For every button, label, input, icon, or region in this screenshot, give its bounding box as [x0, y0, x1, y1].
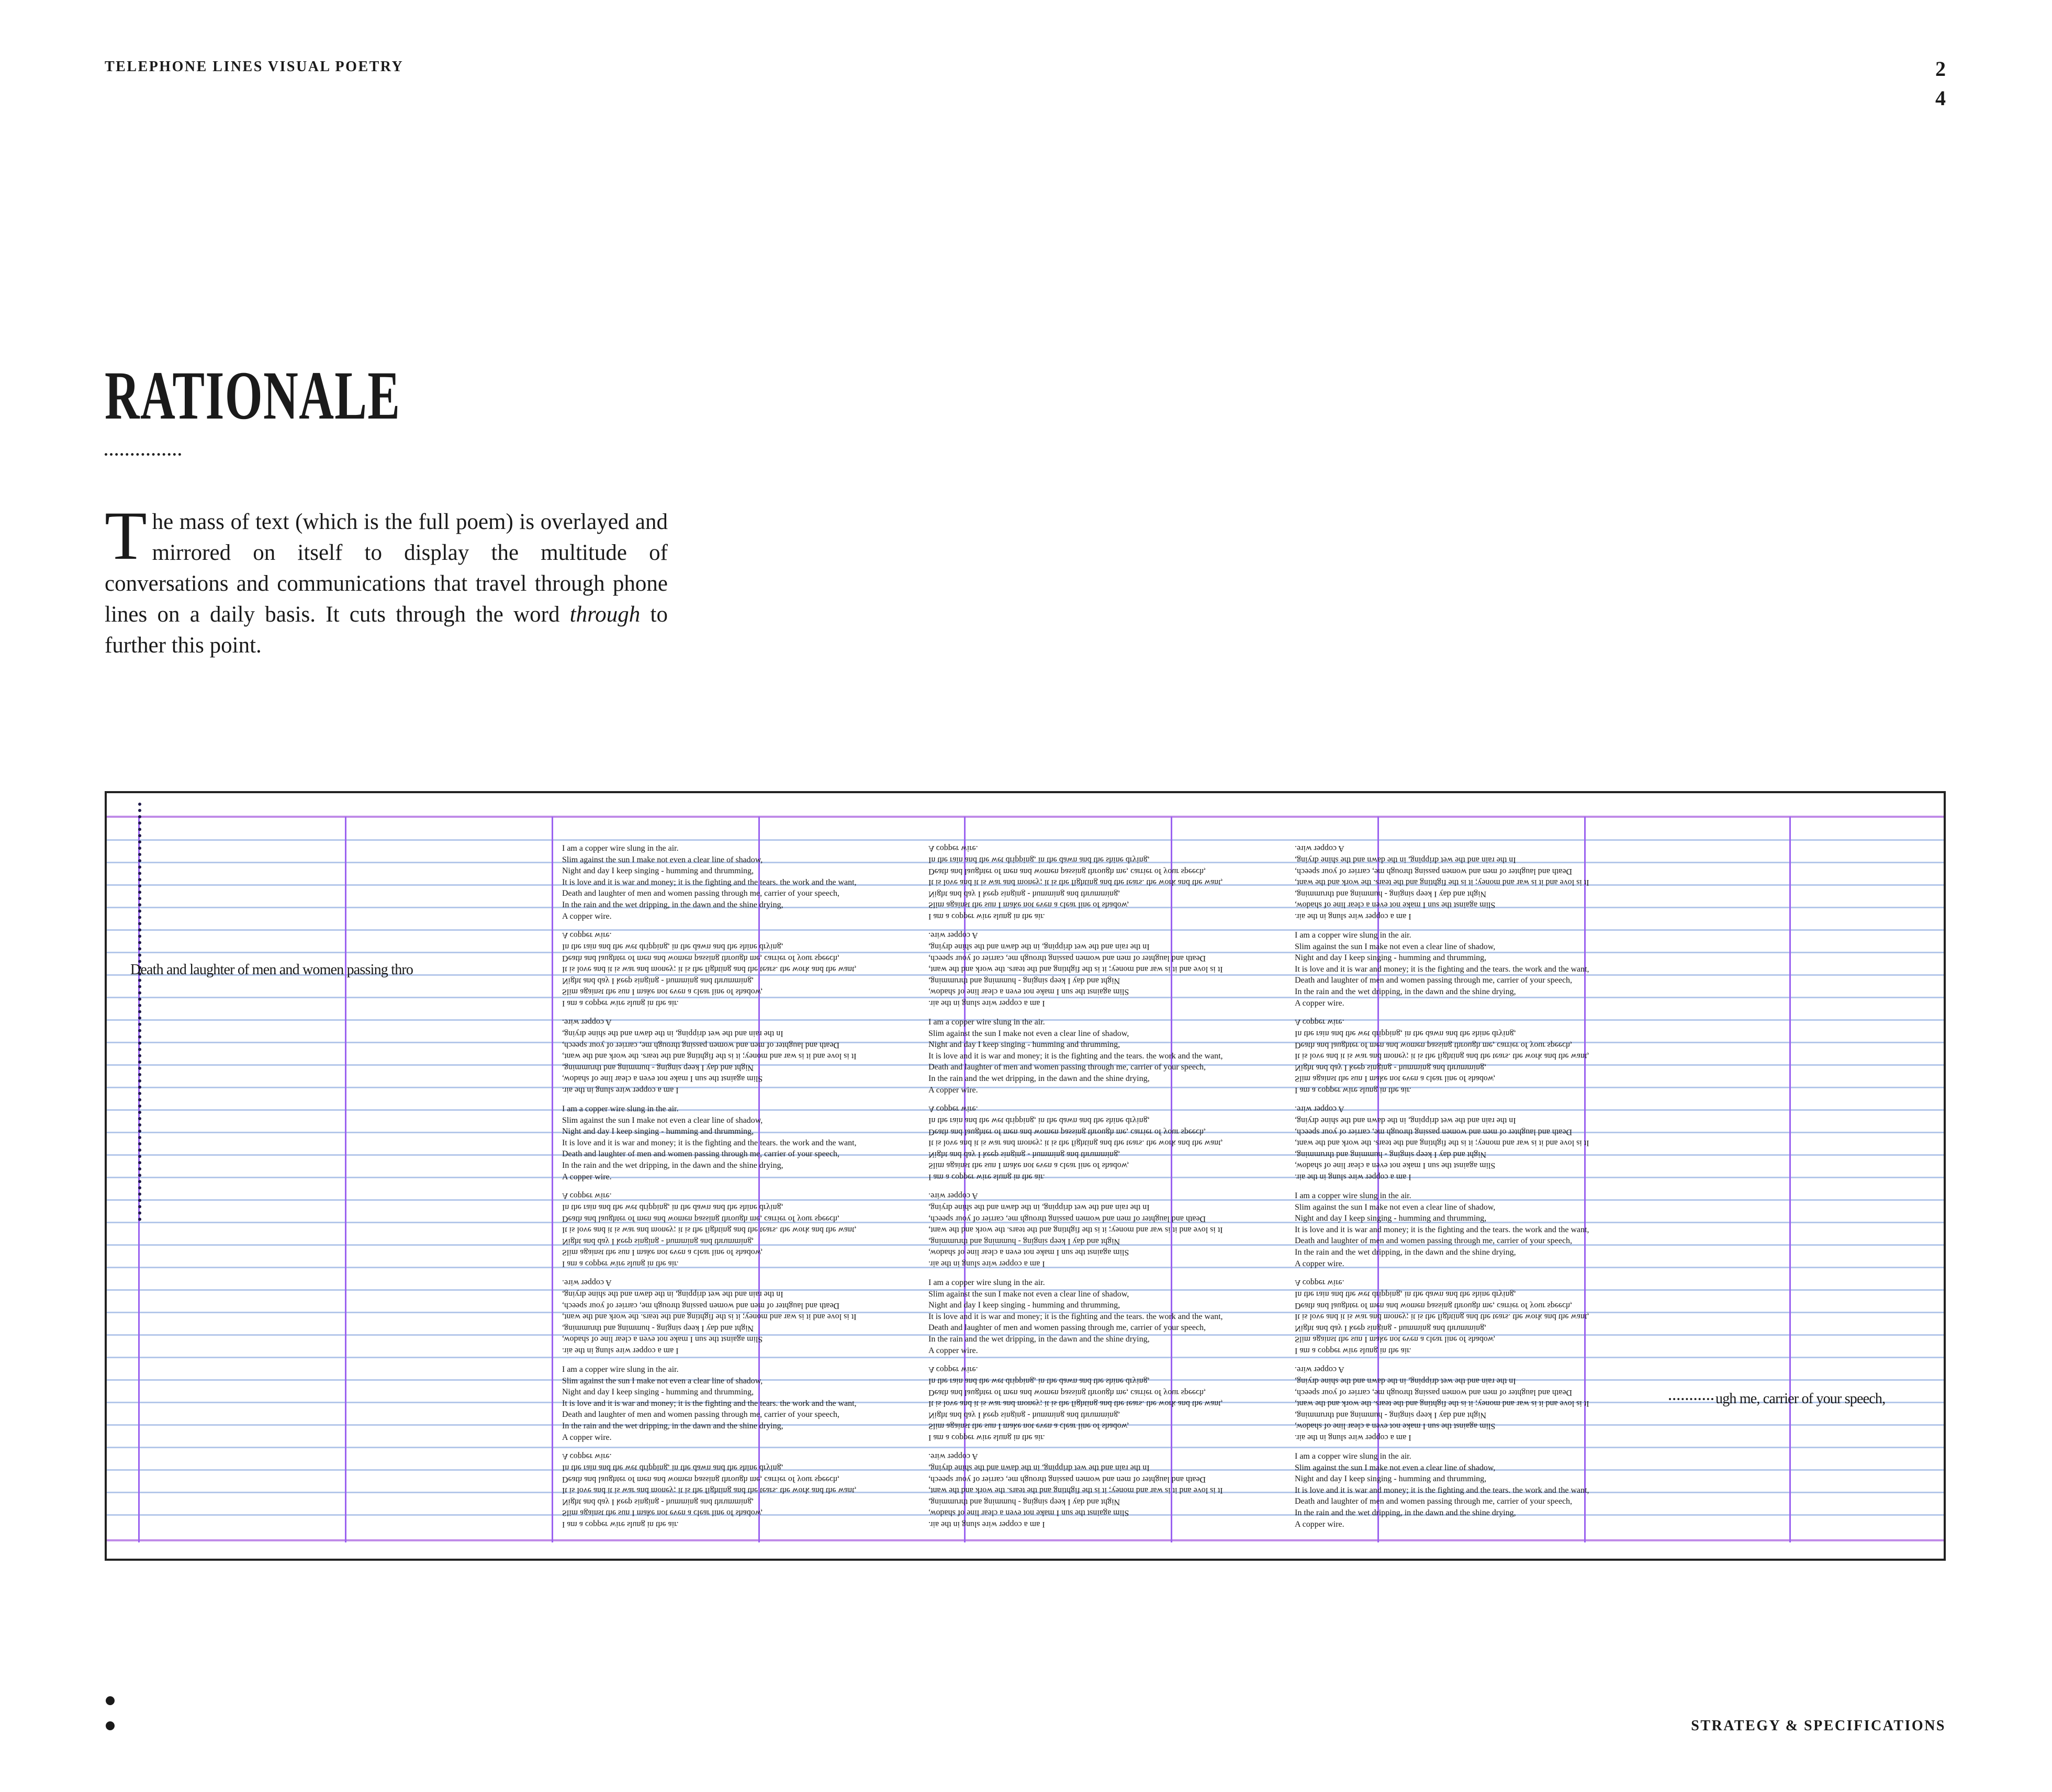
poem-stanza — [562, 1103, 897, 1182]
poem-line: Night and day I keep singing - humming and thrumming, — [1295, 1323, 1487, 1333]
poem-line: I am a copper wire slung in the air. — [1295, 1173, 1411, 1182]
poem-line: I am a copper wire slung in the air. — [928, 1173, 1045, 1182]
poem-line: A copper wire. — [562, 931, 612, 940]
poem-line: I am a copper wire slung in the air. — [562, 999, 679, 1008]
poem-line: Slim against the sun I make not even a clear line of shadow, — [928, 987, 1129, 997]
poem-stanza — [562, 1364, 897, 1443]
poem-line: Slim against the sun I make not even a clear line of shadow, — [1295, 1161, 1496, 1170]
section-heading: RATIONALE — [105, 357, 401, 434]
poem-line: Death and laughter of men and women passing through me, carrier of your speech, — [562, 1040, 840, 1050]
poem-line: Slim against the sun I make not even a clear line of shadow, — [562, 855, 763, 864]
section-footer-label: STRATEGY & SPECIFICATIONS — [1691, 1718, 1946, 1734]
poem-line: A copper wire. — [1295, 1519, 1344, 1529]
poem-line: Death and laughter of men and women passing through me, carrier of your speech, — [928, 1127, 1206, 1136]
column-guide — [552, 817, 553, 1542]
poem-line: It is love and it is war and money; it is the fighting and the tears. the work and the want, — [928, 1312, 1223, 1321]
poem-line: Slim against the sun I make not even a clear line of shadow, — [1295, 1335, 1496, 1344]
baseline-rule — [107, 1357, 1944, 1358]
poem-line: It is love and it is war and money; it is the fighting and the tears. the work and the want, — [928, 1486, 1223, 1495]
poem-line: Night and day I keep singing - humming and thrumming, — [928, 889, 1120, 898]
poem-line: I am a copper wire slung in the air. — [562, 844, 679, 853]
poem-stanza — [1295, 1103, 1630, 1182]
poem-line: Slim against the sun I make not even a clear line of shadow, — [928, 1422, 1129, 1431]
poem-line: A copper wire. — [562, 911, 612, 921]
poem-stanza — [928, 1451, 1263, 1530]
poem-line: I am a copper wire slung in the air. — [562, 1259, 679, 1269]
poem-line: Night and day I keep singing - humming and thrumming, — [1295, 889, 1487, 898]
column-guide — [345, 817, 346, 1542]
poem-line: I am a copper wire slung in the air. — [1295, 1346, 1411, 1356]
poem-line: I am a copper wire slung in the air. — [562, 1104, 679, 1113]
poem-line: It is love and it is war and money; it is the fighting and the tears. the work and the want, — [1295, 964, 1589, 974]
poem-line: It is love and it is war and money; it is the fighting and the tears. the work and the want, — [562, 1225, 857, 1235]
poem-line: It is love and it is war and money; it is the fighting and the tears. the work and the want, — [1295, 1485, 1589, 1495]
poem-line: Night and day I keep singing - humming and thrumming, — [1295, 1474, 1487, 1484]
poem-stanza — [928, 1103, 1263, 1182]
poem-line: Death and laughter of men and women passing through me, carrier of your speech, — [1295, 1127, 1573, 1136]
dotted-divider — [105, 453, 181, 456]
poem-line: Night and day I keep singing - humming and thrumming, — [562, 1388, 754, 1397]
poem-line: In the rain and the wet dripping, in the dawn and the shine drying, — [928, 1074, 1150, 1083]
poem-line: It is love and it is war and money; it is the fighting and the tears. the work and the want, — [562, 1486, 857, 1495]
poem-line: It is love and it is war and money; it is the fighting and the tears. the work and the want, — [928, 1139, 1223, 1148]
poem-line: In the rain and the wet dripping, in the dawn and the shine drying, — [1295, 1290, 1516, 1299]
poem-stanza — [562, 1017, 897, 1096]
poem-line: Night and day I keep singing - humming and thrumming, — [1295, 1410, 1487, 1419]
poem-line: Night and day I keep singing - humming and thrumming, — [928, 1410, 1120, 1419]
poem-line: A copper wire. — [928, 1365, 978, 1374]
poem-line: Night and day I keep singing - humming and thrumming, — [562, 1236, 754, 1246]
poem-line: A copper wire. — [1295, 1104, 1344, 1114]
poem-line: Death and laughter of men and women passing through me, carrier of your speech, — [562, 953, 840, 963]
poem-line: Slim against the sun I make not even a clear line of shadow, — [1295, 1422, 1496, 1431]
poem-line: Death and laughter of men and women passing through me, carrier of your speech, — [1295, 1301, 1573, 1310]
poem-stanza — [562, 1190, 897, 1269]
poem-overlay-right — [1669, 1391, 1885, 1407]
poem-line: Slim against the sun I make not even a clear line of shadow, — [1295, 900, 1496, 910]
poem-line: Death and laughter of men and women passing through me, carrier of your speech, — [1295, 1388, 1573, 1397]
poem-line: Death and laughter of men and women passing through me, carrier of your speech, — [928, 1214, 1206, 1223]
poem-line: I am a copper wire slung in the air. — [562, 1520, 679, 1529]
poem-line: Death and laughter of men and women passing through me, carrier of your speech, — [562, 889, 840, 898]
poem-line: A copper wire. — [928, 1104, 978, 1114]
poem-line: Slim against the sun I make not even a clear line of shadow, — [928, 1161, 1129, 1170]
poem-line: In the rain and the wet dripping, in the dawn and the shine drying, — [928, 1203, 1150, 1212]
poem-stanza — [1295, 1017, 1630, 1096]
poem-line: I am a copper wire slung in the air. — [562, 1346, 679, 1356]
poem-stanza — [1295, 1364, 1630, 1443]
poem-line: In the rain and the wet dripping, in the dawn and the shine drying, — [1295, 855, 1516, 865]
poem-line: Death and laughter of men and women passing through me, carrier of your speech, — [928, 1323, 1206, 1333]
paragraph-emphasis: through — [569, 602, 641, 627]
poem-line: Night and day I keep singing - humming and thrumming, — [562, 866, 754, 876]
poem-stanza — [1295, 930, 1630, 1009]
poem-stanza — [562, 843, 897, 922]
paragraph-text-end: to further this point. — [105, 602, 668, 658]
baseline-rule — [107, 1447, 1944, 1448]
poem-line: A copper wire. — [1295, 1259, 1344, 1268]
poem-line: I am a copper wire slung in the air. — [928, 1259, 1045, 1269]
poem-line: A copper wire. — [928, 844, 978, 853]
poem-line: In the rain and the wet dripping, in the dawn and the shine drying, — [928, 1334, 1150, 1344]
bullet-dot — [106, 1721, 115, 1730]
poem-line: In the rain and the wet dripping, in the dawn and the shine drying, — [562, 1160, 783, 1170]
poem-line: A copper wire. — [562, 1018, 612, 1027]
poem-line: I am a copper wire slung in the air. — [928, 912, 1045, 921]
poem-line: It is love and it is war and money; it is the fighting and the tears. the work and the want, — [562, 1138, 857, 1147]
poem-line: Slim against the sun I make not even a clear line of shadow, — [928, 1248, 1129, 1257]
poem-line: In the rain and the wet dripping, in the dawn and the shine drying, — [562, 1029, 783, 1039]
poem-line: It is love and it is war and money; it is the fighting and the tears. the work and the want, — [1295, 878, 1589, 887]
poem-line: In the rain and the wet dripping, in the dawn and the shine drying, — [562, 942, 783, 952]
poem-line: It is love and it is war and money; it is the fighting and the tears. the work and the want, — [1295, 1052, 1589, 1061]
poem-line: I am a copper wire slung in the air. — [928, 1278, 1045, 1287]
poem-stanza — [928, 1190, 1263, 1269]
poem-line: Slim against the sun I make not even a clear line of shadow, — [562, 987, 763, 997]
poem-stanza — [1295, 1190, 1630, 1269]
dotted-leader — [1669, 1398, 1713, 1400]
bottom-margin-guide — [107, 1539, 1944, 1541]
poem-line: A copper wire. — [562, 1433, 612, 1442]
poem-line: In the rain and the wet dripping, in the dawn and the shine drying, — [928, 1116, 1150, 1125]
poem-line: Slim against the sun I make not even a clear line of shadow, — [562, 1074, 763, 1084]
poem-line: Slim against the sun I make not even a clear line of shadow, — [928, 1289, 1129, 1299]
poem-line: I am a copper wire slung in the air. — [562, 1365, 679, 1374]
poem-line: It is love and it is war and money; it is the fighting and the tears. the work and the want, — [928, 1225, 1223, 1235]
poem-overlay-right-text: ugh me, carrier of your speech, — [1715, 1391, 1886, 1407]
poem-line: Slim against the sun I make not even a clear line of shadow, — [1295, 1074, 1496, 1084]
poem-line: Slim against the sun I make not even a clear line of shadow, — [1295, 1202, 1496, 1212]
poem-line: A copper wire. — [928, 1452, 978, 1461]
poem-line: Slim against the sun I make not even a clear line of shadow, — [562, 1248, 763, 1257]
poem-line: Slim against the sun I make not even a clear line of shadow, — [562, 1335, 763, 1344]
poem-line: Night and day I keep singing - humming and thrumming, — [928, 1497, 1120, 1506]
poem-line: A copper wire. — [562, 1191, 612, 1201]
poem-stanza — [562, 930, 897, 1009]
poem-overlay-left: Death and laughter of men and women passing thro — [130, 962, 413, 978]
poem-line: A copper wire. — [1295, 998, 1344, 1008]
poem-line: A copper wire. — [562, 1172, 612, 1181]
poem-line: I am a copper wire slung in the air. — [562, 1086, 679, 1095]
poem-line: In the rain and the wet dripping, in the dawn and the shine drying, — [562, 1463, 783, 1473]
poem-line: Death and laughter of men and women passing through me, carrier of your speech, — [1295, 976, 1573, 985]
poem-stanza — [562, 1277, 897, 1356]
poem-line: In the rain and the wet dripping, in the dawn and the shine drying, — [562, 1203, 783, 1212]
poem-line: Night and day I keep singing - humming and thrumming, — [562, 1497, 754, 1506]
poem-line: Death and laughter of men and women passing through me, carrier of your speech, — [562, 1301, 840, 1310]
poem-line: I am a copper wire slung in the air. — [1295, 1191, 1411, 1200]
poem-line: A copper wire. — [928, 931, 978, 940]
poem-line: Night and day I keep singing - humming and thrumming, — [928, 976, 1120, 985]
poem-line: It is love and it is war and money; it is the fighting and the tears. the work and the want, — [928, 1399, 1223, 1408]
poem-line: I am a copper wire slung in the air. — [1295, 1452, 1411, 1461]
document-title: TELEPHONE LINES VISUAL POETRY — [105, 59, 404, 75]
poem-stanza — [928, 843, 1263, 922]
poem-line: In the rain and the wet dripping, in the dawn and the shine drying, — [1295, 1029, 1516, 1039]
poem-line: It is love and it is war and money; it is the fighting and the tears. the work and the want, — [562, 1399, 857, 1408]
poem-line: It is love and it is war and money; it is the fighting and the tears. the work and the want, — [928, 1051, 1223, 1061]
poem-line: Slim against the sun I make not even a clear line of shadow, — [562, 1115, 763, 1125]
poem-line: Slim against the sun I make not even a clear line of shadow, — [928, 900, 1129, 910]
poem-line: In the rain and the wet dripping, in the dawn and the shine drying, — [562, 1421, 783, 1430]
poem-line: In the rain and the wet dripping, in the dawn and the shine drying, — [562, 1290, 783, 1299]
poem-line: Night and day I keep singing - humming and thrumming, — [928, 1149, 1120, 1159]
poem-line: A copper wire. — [928, 1346, 978, 1355]
poem-line: I am a copper wire slung in the air. — [928, 1520, 1045, 1529]
poem-line: A copper wire. — [928, 1085, 978, 1095]
poem-line: Death and laughter of men and women passing through me, carrier of your speech, — [928, 1474, 1206, 1484]
poem-line: Night and day I keep singing - humming and thrumming, — [562, 1323, 754, 1333]
poem-line: In the rain and the wet dripping, in the dawn and the shine drying, — [1295, 1116, 1516, 1125]
poem-line: Night and day I keep singing - humming and thrumming, — [928, 1040, 1120, 1050]
poem-line: In the rain and the wet dripping, in the dawn and the shine drying, — [1295, 987, 1516, 996]
top-margin-guide — [107, 816, 1944, 818]
poem-line: A copper wire. — [562, 1278, 612, 1288]
poem-line: Slim against the sun I make not even a clear line of shadow, — [1295, 1463, 1496, 1472]
page-number-digit: 4 — [1935, 86, 1946, 110]
poem-line: Death and laughter of men and women passing through me, carrier of your speech, — [562, 1474, 840, 1484]
poem-stanza — [562, 1451, 897, 1530]
poem-line: It is love and it is war and money; it is the fighting and the tears. the work and the want, — [1295, 1225, 1589, 1234]
column-guide — [1789, 817, 1791, 1542]
bullet-dot — [106, 1696, 115, 1705]
poem-line: A copper wire. — [1295, 1278, 1344, 1288]
poem-line: Death and laughter of men and women passing through me, carrier of your speech, — [928, 1063, 1206, 1072]
poem-stanza — [928, 1364, 1263, 1443]
poem-line: Death and laughter of men and women passing through me, carrier of your speech, — [1295, 866, 1573, 876]
poem-line: Slim against the sun I make not even a clear line of shadow, — [928, 1029, 1129, 1038]
page-number-digit: 2 — [1935, 57, 1946, 81]
poem-line: A copper wire. — [1295, 1018, 1344, 1027]
poem-line: Night and day I keep singing - humming and thrumming, — [928, 1236, 1120, 1246]
poem-stanza — [1295, 843, 1630, 922]
poem-line: It is love and it is war and money; it is the fighting and the tears. the work and the want, — [562, 1312, 857, 1322]
poem-line: Slim against the sun I make not even a clear line of shadow, — [1295, 942, 1496, 951]
poem-line: I am a copper wire slung in the air. — [928, 999, 1045, 1008]
poem-line: In the rain and the wet dripping, in the dawn and the shine drying, — [1295, 1247, 1516, 1257]
poem-line: Night and day I keep singing - humming and thrumming, — [1295, 1214, 1487, 1223]
poem-line: In the rain and the wet dripping, in the dawn and the shine drying, — [928, 855, 1150, 865]
poem-line: Death and laughter of men and women passing through me, carrier of your speech, — [928, 1388, 1206, 1397]
drop-cap: T — [105, 497, 147, 574]
poem-stanza — [1295, 1451, 1630, 1530]
poem-line: It is love and it is war and money; it is the fighting and the tears. the work and the want, — [1295, 1139, 1589, 1148]
poem-line: In the rain and the wet dripping, in the dawn and the shine drying, — [928, 1377, 1150, 1386]
poem-line: Night and day I keep singing - humming and thrumming, — [928, 1301, 1120, 1310]
poem-line: Night and day I keep singing - humming and thrumming, — [1295, 1149, 1487, 1159]
poem-line: Death and laughter of men and women passing through me, carrier of your speech, — [928, 866, 1206, 876]
poem-line: Death and laughter of men and women passing through me, carrier of your speech, — [562, 1410, 840, 1419]
poem-stanza — [928, 1017, 1263, 1096]
poem-line: Death and laughter of men and women passing through me, carrier of your speech, — [1295, 1497, 1573, 1506]
poem-line: In the rain and the wet dripping, in the dawn and the shine drying, — [1295, 1377, 1516, 1386]
poem-line: It is love and it is war and money; it is the fighting and the tears. the work and the want, — [562, 965, 857, 974]
paragraph-text: he mass of text (which is the full poem) is overlayed and mirrored on itself to display the multitude of conversations and communications that travel through phone lines on a daily basis. It cuts through the word — [105, 510, 668, 627]
poem-line: In the rain and the wet dripping, in the dawn and the shine drying, — [1295, 1508, 1516, 1517]
poem-line: Death and laughter of men and women passing through me, carrier of your speech, — [928, 953, 1206, 963]
poem-line: Slim against the sun I make not even a clear line of shadow, — [562, 1508, 763, 1518]
poem-line: Death and laughter of men and women passing through me, carrier of your speech, — [1295, 1236, 1573, 1246]
poem-line: It is love and it is war and money; it is the fighting and the tears. the work and the want, — [928, 878, 1223, 887]
poem-line: I am a copper wire slung in the air. — [1295, 931, 1411, 940]
poem-stanza — [1295, 1277, 1630, 1356]
poem-line: Night and day I keep singing - humming and thrumming, — [562, 1127, 754, 1136]
poem-line: Slim against the sun I make not even a clear line of shadow, — [562, 1376, 763, 1385]
poem-line: It is love and it is war and money; it is the fighting and the tears. the work and the want, — [928, 965, 1223, 974]
poem-line: A copper wire. — [1295, 1365, 1344, 1374]
rationale-paragraph — [105, 497, 668, 661]
baseline-rule — [107, 839, 1944, 841]
poem-line: In the rain and the wet dripping, in the dawn and the shine drying, — [562, 900, 783, 909]
poem-line: Night and day I keep singing - humming and thrumming, — [1295, 953, 1487, 963]
poem-line: Death and laughter of men and women passing through me, carrier of your speech, — [1295, 1040, 1573, 1050]
poem-line: It is love and it is war and money; it is the fighting and the tears. the work and the want, — [1295, 1312, 1589, 1322]
poem-stanza — [928, 930, 1263, 1009]
poem-line: Night and day I keep singing - humming and thrumming, — [562, 1063, 754, 1072]
poem-line: Slim against the sun I make not even a clear line of shadow, — [928, 1508, 1129, 1518]
poem-line: A copper wire. — [1295, 844, 1344, 853]
poem-line: A copper wire. — [928, 1191, 978, 1201]
poem-line: It is love and it is war and money; it is the fighting and the tears. the work and the want, — [1295, 1399, 1589, 1408]
poem-line: Night and day I keep singing - humming and thrumming, — [562, 976, 754, 985]
poem-line: It is love and it is war and money; it is the fighting and the tears. the work and the want, — [562, 1052, 857, 1061]
poem-line: I am a copper wire slung in the air. — [1295, 912, 1411, 921]
poem-line: A copper wire. — [562, 1452, 612, 1461]
poem-stanza — [928, 1277, 1263, 1356]
poem-line: In the rain and the wet dripping, in the dawn and the shine drying, — [928, 942, 1150, 952]
poem-line: I am a copper wire slung in the air. — [928, 1433, 1045, 1442]
dotted-guide-line — [138, 803, 141, 1221]
visual-poem-figure — [105, 791, 1946, 1561]
poem-line: I am a copper wire slung in the air. — [928, 1018, 1045, 1027]
poem-line: I am a copper wire slung in the air. — [1295, 1433, 1411, 1442]
poem-line: Death and laughter of men and women passing through me, carrier of your speech, — [562, 1214, 840, 1223]
poem-line: I am a copper wire slung in the air. — [1295, 1086, 1411, 1095]
poem-line: In the rain and the wet dripping, in the dawn and the shine drying, — [928, 1463, 1150, 1473]
poem-line: Night and day I keep singing - humming and thrumming, — [1295, 1063, 1487, 1072]
poem-line: Death and laughter of men and women passing through me, carrier of your speech, — [562, 1149, 840, 1159]
poem-line: It is love and it is war and money; it is the fighting and the tears. the work and the want, — [562, 877, 857, 887]
